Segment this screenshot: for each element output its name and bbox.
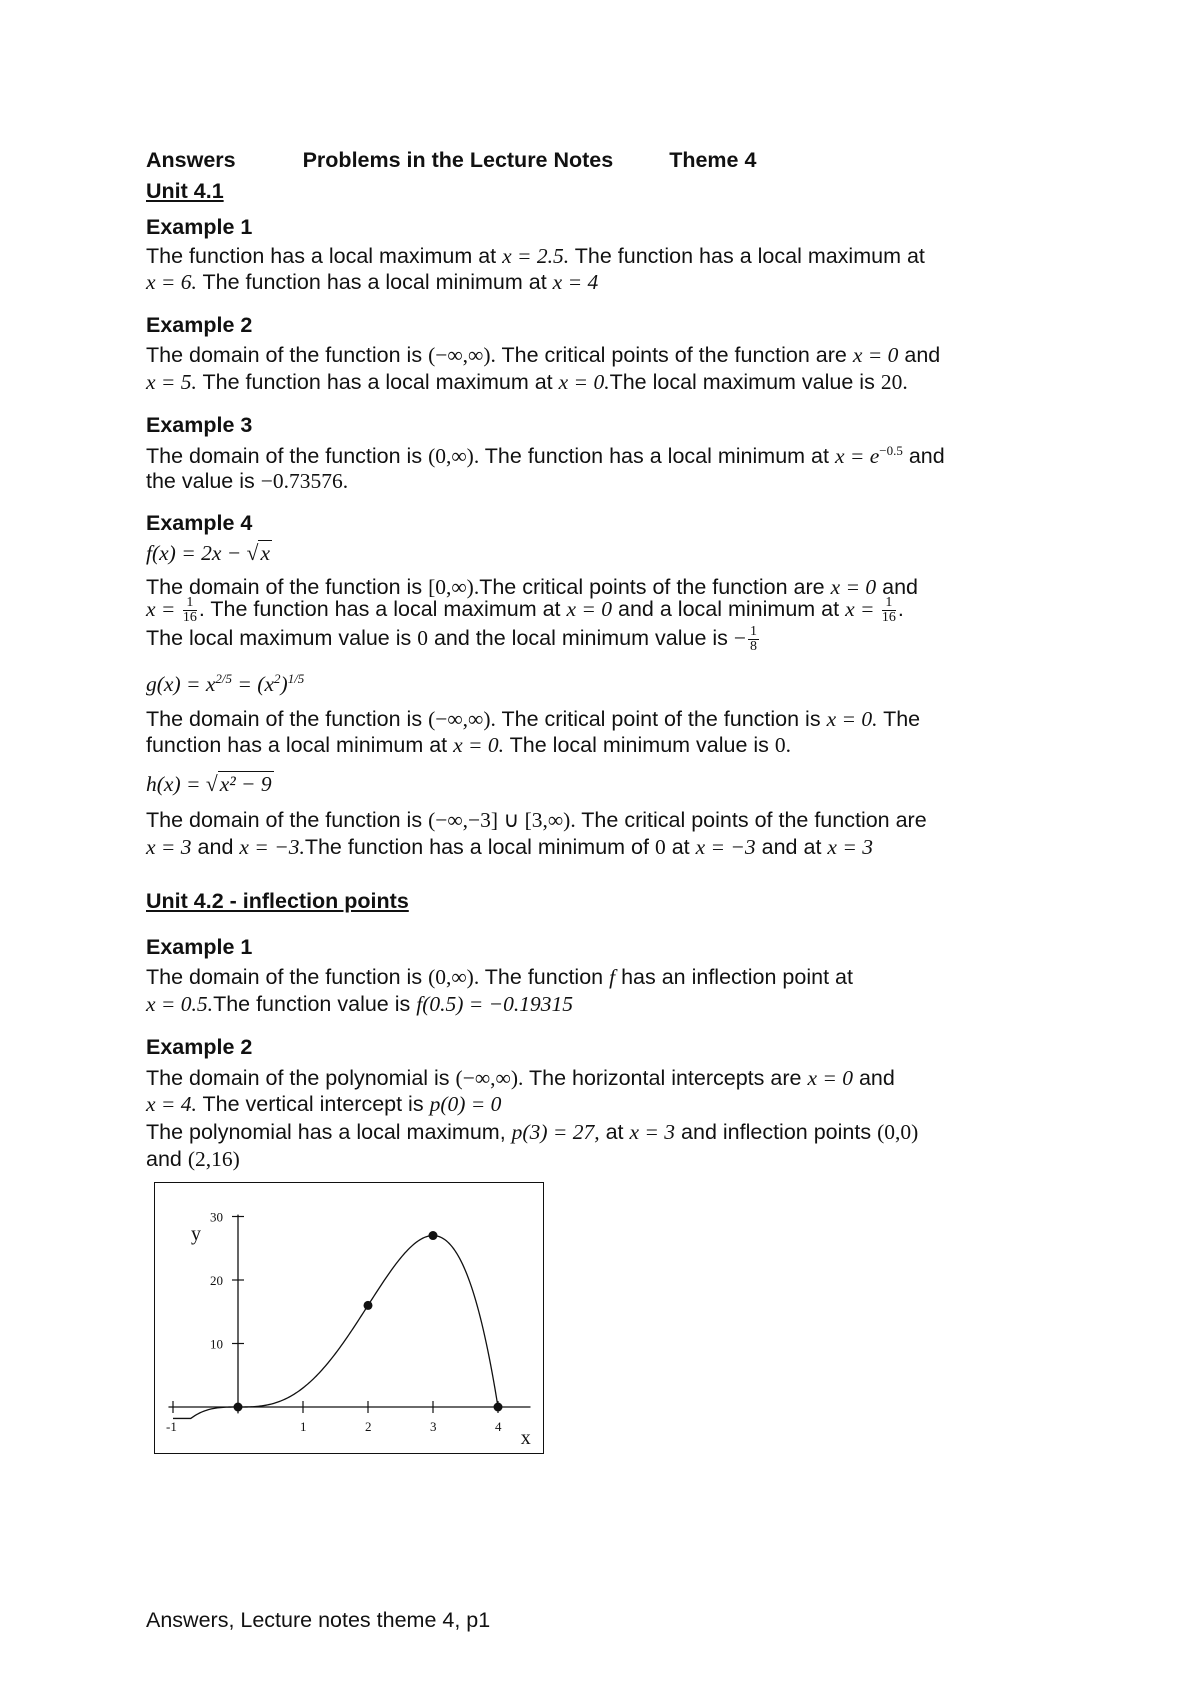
x-tick-label-2: 2: [365, 1419, 372, 1434]
polynomial-graph-svg: [155, 1183, 542, 1452]
u42-ex2-title: Example 2: [146, 1035, 253, 1059]
point-4-0: [494, 1403, 503, 1412]
page-footer: Answers, Lecture notes theme 4, p1: [146, 1608, 491, 1632]
u41-ex4-f-line3: The local maximum value is 0 and the local minimum value is − $\frac{1}{8}$: [146, 624, 758, 654]
y-tick-label-20: 20: [210, 1273, 223, 1288]
u41-ex4-h-definition: h(x) = √x² − 9: [146, 772, 272, 796]
u42-ex2-line1: The domain of the polynomial is (−∞,∞). The horizontal intercepts are x = 0 and: [146, 1066, 895, 1090]
u41-ex3-title: Example 3: [146, 413, 253, 437]
x-tick-label-4: 4: [495, 1419, 502, 1434]
u42-ex2-line2: x = 4. The vertical intercept is p(0) = 0: [146, 1092, 502, 1116]
u41-ex1-title: Example 1: [146, 215, 253, 239]
x-tick-label-1: 1: [300, 1419, 307, 1434]
point-3-27: [429, 1231, 438, 1240]
point-2-16: [364, 1301, 373, 1310]
header-problems: Problems in the Lecture Notes: [302, 148, 614, 172]
u41-ex3-line2: the value is −0.73576.: [146, 469, 349, 493]
point-0-0: [234, 1403, 243, 1412]
y-tick-label-10: 10: [210, 1336, 223, 1352]
u41-ex4-f-line2: x = $\frac{1}{16}$ . The function has a local maximum at x = 0 and a local minimum at x = $\frac{1}{16}$ .: [146, 595, 904, 625]
u42-ex1-line1: The domain of the function is (0,∞). The function f has an inflection point at: [146, 965, 853, 989]
u41-ex4-g-definition: $g(x) = x^{2/5} = (x^2)^{1/5}$: [146, 671, 305, 697]
u41-ex4-title: Example 4: [146, 511, 253, 535]
header-row: [146, 148, 756, 173]
x-axis-label: x: [520, 1427, 531, 1449]
y-tick-label-30: 30: [210, 1209, 223, 1225]
u41-ex2-title: Example 2: [146, 313, 253, 337]
u41-ex4-f-line1: The domain of the function is [0,∞).The critical points of the function are x = 0 and: [146, 575, 918, 599]
u42-ex1-line2: x = 0.5.The function value is f(0.5) = −0.19315: [146, 992, 574, 1016]
unit-4-1-heading: Unit 4.1: [146, 179, 224, 203]
y-axis-label: y: [191, 1222, 201, 1245]
series-p-curve: [173, 1236, 498, 1419]
u41-ex4-h-line1: The domain of the function is (−∞,−3] ∪ [3,∞). The critical points of the function are: [146, 808, 927, 832]
x-tick-label--1: -1: [166, 1419, 177, 1434]
u42-ex2-line3: The polynomial has a local maximum, p(3) = 27, at x = 3 and inflection points (0,0): [146, 1120, 919, 1144]
u41-ex1-line1: The function has a local maximum at x = 2.5. The function has a local maximum at: [146, 244, 925, 268]
u41-ex4-f-definition: f(x) = 2x − √x: [146, 541, 271, 565]
header-answers: Answers: [146, 148, 236, 172]
u41-ex1-line2: x = 6. The function has a local minimum at x = 4: [146, 270, 599, 294]
u42-ex1-title: Example 1: [146, 935, 253, 959]
u41-ex3-line1: The domain of the function is (0,∞). The function has a local minimum at $x = e^{-0.5}$ and: [146, 443, 945, 469]
u41-ex4-g-line2: function has a local minimum at x = 0. The local minimum value is 0.: [146, 733, 792, 757]
u41-ex4-h-line2: x = 3 and x = −3.The function has a local minimum of 0 at x = −3 and at x = 3: [146, 835, 873, 859]
unit-4-2-heading: Unit 4.2 - inflection points: [146, 889, 409, 913]
u41-ex4-g-line1: The domain of the function is (−∞,∞). The critical point of the function is x = 0. The: [146, 707, 921, 731]
u41-ex2-line1: The domain of the function is (−∞,∞). The critical points of the function are x = 0 and: [146, 343, 941, 367]
x-tick-label-3: 3: [430, 1419, 437, 1434]
u42-ex2-line4: and (2,16): [146, 1147, 240, 1171]
polynomial-graph: [154, 1182, 544, 1454]
header-theme: Theme 4: [669, 148, 757, 172]
u41-ex2-line2: x = 5. The function has a local maximum at x = 0.The local maximum value is 20.: [146, 370, 908, 394]
